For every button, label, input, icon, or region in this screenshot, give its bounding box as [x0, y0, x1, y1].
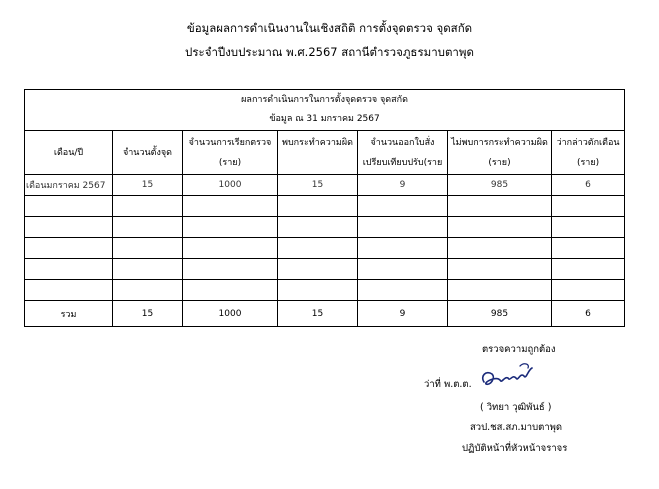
table-caption-title: ผลการดำเนินการในการตั้งจุดตรวจ จุดสกัด — [241, 95, 408, 105]
signer-position: สวป.ชส.สภ.มาบตาพุด — [470, 422, 563, 433]
signer-name: ( วิทยา วุฒิพันธ์ ) — [480, 402, 552, 413]
total-inspections: 1000 — [183, 301, 278, 327]
header-offenses-found: พบกระทำความผิด — [278, 131, 358, 175]
header-no-offense: ไม่พบการกระทำความผิด (ราย) — [448, 131, 552, 175]
statistics-table — [24, 89, 625, 327]
cell-month: เดือนมกราคม 2567 — [25, 175, 113, 196]
empty-row — [25, 259, 625, 280]
handwritten-signature — [476, 358, 546, 392]
total-offenses: 15 — [278, 301, 358, 327]
total-row — [25, 301, 625, 327]
total-warnings: 6 — [552, 301, 625, 327]
total-no-offense: 985 — [448, 301, 552, 327]
header-tickets-issued: จำนวนออกใบสั่ง เปรียบเทียบปรับ(ราย — [358, 131, 448, 175]
empty-row — [25, 280, 625, 301]
verified-label: ตรวจความถูกต้อง — [482, 344, 556, 355]
cell-offenses: 15 — [278, 175, 358, 196]
total-label: รวม — [25, 301, 113, 327]
header-warnings: ว่ากล่าวตักเตือน (ราย) — [552, 131, 625, 175]
table-caption-date: ข้อมูล ณ 31 มกราคม 2567 — [269, 114, 380, 124]
cell-inspections: 1000 — [183, 175, 278, 196]
empty-row — [25, 196, 625, 217]
empty-row — [25, 238, 625, 259]
signer-acting-position: ปฏิบัติหน้าที่หัวหน้าจราจร — [462, 443, 568, 454]
header-inspections: จำนวนการเรียกตรวจ (ราย) — [183, 131, 278, 175]
table-row — [25, 175, 625, 196]
signer-rank: ว่าที่ พ.ต.ต. — [424, 379, 472, 390]
total-checkpoints: 15 — [113, 301, 183, 327]
empty-row — [25, 217, 625, 238]
total-tickets: 9 — [358, 301, 448, 327]
document-subtitle: ประจำปีงบประมาณ พ.ศ.2567 สถานีตำรวจภูธรมาบตาพุด — [185, 45, 474, 59]
header-checkpoints: จำนวนตั้งจุด — [113, 131, 183, 175]
header-month: เดือน/ปี — [25, 131, 113, 175]
document-title: ข้อมูลผลการดำเนินงานในเชิงสถิติ การตั้งจุดตรวจ จุดสกัด — [186, 21, 473, 35]
cell-tickets: 9 — [358, 175, 448, 196]
table-header-row — [25, 131, 625, 175]
cell-checkpoints: 15 — [113, 175, 183, 196]
table-caption — [25, 90, 625, 131]
cell-no-offense: 985 — [448, 175, 552, 196]
cell-warnings: 6 — [552, 175, 625, 196]
